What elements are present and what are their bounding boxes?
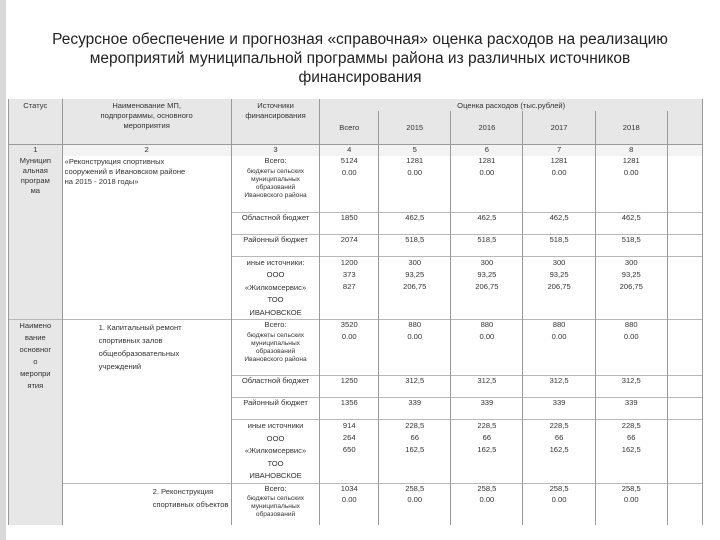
header-2017: 2017 — [523, 111, 595, 144]
value-cell: 1281 — [523, 156, 595, 168]
source-cell — [231, 168, 320, 212]
activity-name-line: 1. Капитальный ремонт — [98, 323, 182, 332]
source-line: «Жилкомсервис» — [244, 282, 307, 292]
value-cell: 300 93,25 206,75 — [595, 256, 667, 320]
activity-name-line: спортивных залов — [98, 336, 163, 345]
header-name-line-3: мероприятия — [123, 121, 170, 130]
value-cell: 880 — [595, 320, 667, 332]
header-name-line-1: Наименование МП, — [112, 101, 181, 110]
slide-title — [20, 30, 700, 87]
value-cell: 0.00 — [451, 168, 523, 212]
activity-name-line: спортивных объектов — [152, 499, 229, 509]
value-cell: 462,5 — [523, 212, 595, 234]
value-cell: 5124 — [320, 156, 379, 168]
header-2018: 2018 — [595, 111, 667, 144]
status-line: основног — [19, 345, 52, 354]
col-number: 1 — [9, 144, 63, 156]
activity-name-line: общеобразовательных — [98, 349, 180, 358]
value-cell: 0.00 — [320, 495, 379, 525]
value-cell: 518,5 — [379, 234, 451, 256]
status-cell — [9, 156, 63, 320]
value-cell: 312,5 — [523, 376, 595, 398]
value-cell: 0.00 — [595, 168, 667, 212]
source-cell: Районный бюджет — [231, 234, 320, 256]
table-row — [9, 320, 703, 332]
value-cell: 3520 — [320, 320, 379, 332]
column-numbers-row — [9, 144, 703, 156]
source-cell: Всего: — [231, 320, 320, 332]
value-cell: 1281 — [595, 156, 667, 168]
status-line: Наимено — [19, 321, 52, 330]
value-cell: 1281 — [451, 156, 523, 168]
header-estimate: Оценка расходов (тыс.рублей) — [320, 99, 703, 111]
value-cell: 462,5 — [379, 212, 451, 234]
value-cell: 880 — [451, 320, 523, 332]
value-cell: 258,5 — [379, 483, 451, 495]
value-cell: 0.00 — [451, 495, 523, 525]
source-line: образований — [255, 184, 296, 191]
slide-left-bar — [0, 0, 6, 540]
program-name-line: на 2015 - 2018 годы» — [64, 177, 139, 186]
value-cell: 300 93,25 206,75 — [451, 256, 523, 320]
value-cell: 312,5 — [595, 376, 667, 398]
title-line-3: финансирования — [298, 69, 422, 86]
status-line: Муницип — [19, 156, 51, 165]
value-cell: 462,5 — [595, 212, 667, 234]
col-number: 3 — [231, 144, 320, 156]
value-cell: 518,5 — [523, 234, 595, 256]
value-cell: 0.00 — [379, 495, 451, 525]
value-cell: 312,5 — [379, 376, 451, 398]
source-line: Ивановского района — [244, 192, 307, 199]
value-cell: 880 — [379, 320, 451, 332]
source-line: ИВАНОВСКОЕ — [249, 307, 302, 317]
value-cell: 258,5 — [451, 483, 523, 495]
header-source-line-2: финансирования — [245, 111, 306, 120]
activity-name-line: 2. Реконструкция — [152, 486, 214, 496]
col-number: 2 — [62, 144, 231, 156]
value-cell: 228,5 66 162,5 — [379, 420, 451, 484]
header-source-line-1: Источники — [257, 101, 294, 110]
value-cell: 258,5 — [595, 483, 667, 495]
budget-table — [8, 99, 703, 525]
value-cell: 1281 — [379, 156, 451, 168]
source-cell: Районный бюджет — [231, 398, 320, 420]
value-cell: 0.00 — [595, 495, 667, 525]
header-name — [62, 99, 231, 144]
header-name-line-2: подпрограммы, основного — [100, 111, 193, 120]
status-line: ма — [30, 186, 41, 195]
value-cell: 0.00 — [379, 332, 451, 376]
source-cell: Всего: — [231, 483, 320, 495]
value-cell: 228,5 66 162,5 — [595, 420, 667, 484]
source-cell — [231, 495, 320, 525]
col-number: 8 — [595, 144, 667, 156]
header-total: Всего — [320, 111, 379, 144]
value-cell: 339 — [451, 398, 523, 420]
activity-name-cell — [62, 483, 231, 525]
header-empty — [667, 111, 702, 144]
value-cell: 0.00 — [379, 168, 451, 212]
source-line: муниципальных — [251, 176, 300, 183]
value-cell: 228,5 66 162,5 — [523, 420, 595, 484]
header-status: Статус — [9, 99, 63, 144]
source-line: образований — [255, 511, 296, 518]
source-cell — [231, 256, 320, 320]
source-line: ИВАНОВСКОЕ — [249, 471, 302, 480]
value-cell: 300 93,25 206,75 — [523, 256, 595, 320]
header-2015: 2015 — [379, 111, 451, 144]
value-cell: 2074 — [320, 234, 379, 256]
col-number: 6 — [451, 144, 523, 156]
value-cell: 518,5 — [595, 234, 667, 256]
title-line-2: мероприятий муниципальной программы района из различных источников — [89, 50, 631, 67]
value-cell: 0.00 — [523, 495, 595, 525]
value-cell: 0.00 — [320, 332, 379, 376]
value-cell: 339 — [595, 398, 667, 420]
value-cell: 0.00 — [451, 332, 523, 376]
status-line: вание — [24, 333, 46, 342]
value-cell: 300 93,25 206,75 — [379, 256, 451, 320]
value-cell: 0.00 — [595, 332, 667, 376]
source-line: муниципальных — [251, 339, 300, 347]
source-line: ООО — [266, 270, 285, 279]
col-number: 7 — [523, 144, 595, 156]
source-cell — [231, 332, 320, 376]
source-line: бюджеты сельских — [247, 331, 305, 339]
value-cell: 228,5 66 162,5 — [451, 420, 523, 484]
value-cell: 339 — [523, 398, 595, 420]
program-name-line: сооружений в Ивановском районе — [64, 167, 186, 176]
value-cell: 1250 — [320, 376, 379, 398]
source-cell: Всего: — [231, 156, 320, 168]
value-cell: 1200 373 827 — [320, 256, 379, 320]
table-row — [9, 156, 703, 168]
value-cell: 914 264 650 — [320, 420, 379, 484]
status-line: ятия — [27, 381, 44, 390]
status-line: програм — [20, 176, 50, 185]
value-cell: 0.00 — [320, 168, 379, 212]
status-line: меропри — [20, 369, 51, 378]
source-cell: Областной бюджет — [231, 212, 320, 234]
value-cell: 880 — [523, 320, 595, 332]
col-number: 4 — [320, 144, 379, 156]
col-number: 5 — [379, 144, 451, 156]
activity-name-cell — [62, 320, 231, 484]
value-cell: 0.00 — [523, 332, 595, 376]
source-line: бюджеты сельских — [247, 495, 305, 502]
header-2016: 2016 — [451, 111, 523, 144]
source-line: иные источники: — [246, 257, 305, 267]
value-cell: 312,5 — [451, 376, 523, 398]
value-cell: 339 — [379, 398, 451, 420]
source-line: ООО — [266, 433, 285, 443]
source-line: бюджеты сельских — [247, 168, 305, 175]
value-cell: 0.00 — [523, 168, 595, 212]
source-line: образований — [255, 347, 296, 355]
source-line: «Жилкомсервис» — [244, 446, 307, 455]
source-line: ТОО — [267, 295, 284, 304]
table-row — [9, 483, 703, 495]
title-line-1: Ресурсное обеспечение и прогнозная «справочная» оценка расходов на реализацию — [52, 31, 668, 48]
value-cell: 258,5 — [523, 483, 595, 495]
status-line: о — [33, 357, 38, 366]
header-source — [231, 99, 320, 144]
value-cell: 1356 — [320, 398, 379, 420]
source-cell — [231, 420, 320, 484]
value-cell: 518,5 — [451, 234, 523, 256]
value-cell: 1034 — [320, 483, 379, 495]
status-cell — [9, 320, 63, 526]
program-name-line: «Реконструкция спортивных — [64, 157, 165, 166]
value-cell: 462,5 — [451, 212, 523, 234]
source-line: Ивановского района — [244, 355, 307, 363]
source-line: муниципальных — [251, 503, 300, 510]
source-line: иные источники — [247, 421, 304, 430]
value-cell: 1850 — [320, 212, 379, 234]
program-name-cell — [62, 156, 231, 320]
activity-name-line: учреждений — [98, 362, 142, 371]
source-line: ТОО — [267, 458, 284, 468]
source-cell: Областной бюджет — [231, 376, 320, 398]
status-line: альная — [22, 166, 48, 175]
